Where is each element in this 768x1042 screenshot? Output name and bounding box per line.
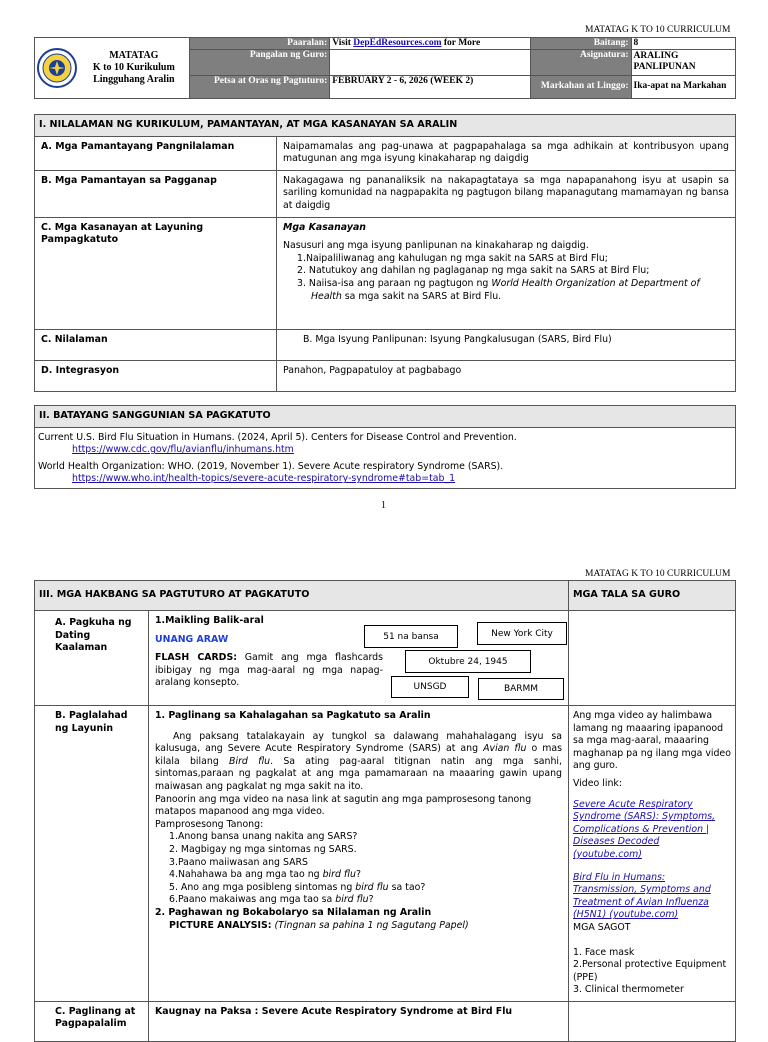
petsa-label: Petsa at Oras ng Pagtuturo: — [189, 75, 330, 98]
section3-c-label: C. Paglinang at Pagpapalalim — [35, 1001, 149, 1041]
b-para: Ang paksang tatalakayain ay tungkol sa dalawang mahahalagang isyu sa kalusuga, ang Severe Acute Respiratory Syndrome (SARS) at ang Avian flu o mas kilala bilang Bird flu. Sa ating pag-aaral titignan natin ang mga sanhi, sintomas,paraan ng pagkalat at ang mga pamamaraan na maaaring gawin upang maiwasan ang pagkalat ng mga sakit na ito. — [155, 730, 562, 792]
markahan-value: Ika-apat na Markahan — [631, 75, 735, 98]
section2-refs — [35, 427, 736, 488]
question-6: 6.Paano makaiwas ang mga tao sa bird flu? — [169, 894, 374, 906]
brand-line-3: Lingguhang Aralin — [93, 74, 175, 85]
curriculum-label: MATATAG K TO 10 CURRICULUM — [585, 25, 731, 35]
section1-c-cell — [277, 217, 736, 329]
asignatura-label: Asignatura: — [531, 50, 631, 75]
section1-d-label: D. Integrasyon — [35, 360, 277, 391]
section3-b-label: B. Paglalahad ng Layunin — [35, 706, 149, 1002]
section1-nilalaman-text: B. Mga Isyung Panlipunan: Isyung Pangkalusugan (SARS, Bird Flu) — [277, 329, 736, 360]
section2-title: II. BATAYANG SANGGUNIAN SA PAGKATUTO — [35, 406, 736, 428]
section1-table — [34, 114, 736, 392]
paaralan-value: Visit DepEdResources.com for More — [330, 38, 531, 50]
guro-value — [330, 50, 531, 75]
answer-1: 1. Face mask — [573, 946, 635, 958]
c-item-3-cont: Health sa mga sakit na SARS at Bird Flu. — [311, 290, 502, 302]
section3-title: III. MGA HAKBANG SA PAGTUTURO AT PAGKATUTO — [35, 581, 569, 611]
asignatura-value: ARALING PANLIPUNAN — [631, 50, 735, 75]
curriculum-label-2: MATATAG K TO 10 CURRICULUM — [585, 569, 731, 579]
deped-seal-icon — [37, 48, 77, 88]
c-intro: Nasusuri ang mga isyung panlipunan na kinakaharap ng daigdig. — [283, 240, 589, 252]
question-3: 3.Paano maiiwasan ang SARS — [169, 856, 308, 868]
answer-3: 3. Clinical thermometer — [573, 984, 684, 996]
section1-b-text: Nakagagawa ng pananaliksik na nakapagtataya sa mga napapanahong isyu at usapin sa sariling komunidad na nagpapakita ng pagtugon bilang mapanagutang mamamayan ng bansa at daigdig — [277, 170, 736, 217]
c-item-3: 3. Naiisa-isa ang paraan ng pagtugon ng World Health Organization at Department of — [297, 277, 700, 289]
question-1: 1.Anong bansa unang nakita ang SARS? — [169, 831, 358, 843]
section3-b-cell — [149, 706, 569, 1002]
section1-b-label: B. Mga Pamantayan sa Pagganap — [35, 170, 277, 217]
section1-a-label: A. Mga Pamantayang Pangnilalaman — [35, 136, 277, 170]
markahan-label: Markahan at Linggo: — [531, 75, 631, 98]
notes-b — [569, 706, 736, 1002]
section2-table — [34, 405, 736, 489]
a-day: UNANG ARAW — [155, 633, 229, 645]
b-picture-analysis: PICTURE ANALYSIS: (Tingnan sa pahina 1 ng Sagutang Papel) — [169, 919, 469, 931]
c-heading: Mga Kasanayan — [283, 221, 366, 233]
notes-b-text: Ang mga video ay halimbawa lamang ng maaaring ipapanood sa mga mag-aaral, maaaring maghanap pa ng ilang mga video ang guro. — [573, 710, 731, 772]
section3-table — [34, 580, 736, 1042]
flashcard-barmm: BARMM — [478, 678, 564, 700]
flashcard-51-na-bansa: 51 na bansa — [364, 625, 458, 648]
section1-nilalaman-label: C. Nilalaman — [35, 329, 277, 360]
guro-label: Pangalan ng Guro: — [189, 50, 330, 75]
question-5: 5. Ano ang mga posibleng sintomas ng bird flu sa tao? — [169, 881, 426, 893]
b-watch: Panoorin ang mga video na nasa link at sagutin ang mga pamprosesong tanong matapos mapanood ang mga video. — [155, 793, 532, 818]
baitang-label: Baitang: — [531, 38, 631, 50]
notes-video-label: Video link: — [573, 777, 622, 789]
section1-d-text: Panahon, Pagpapatuloy at pagbabago — [277, 360, 736, 391]
flashcard-unsgd: UNSGD — [391, 676, 469, 698]
baitang-value: 8 — [631, 38, 735, 50]
video-link-sars[interactable]: Severe Acute Respiratory Syndrome (SARS): Symptoms, Complications & Prevention | Diseases Decoded (youtube.com) — [573, 798, 716, 860]
question-4: 4.Nahahawa ba ang mga tao ng bird flu? — [169, 869, 361, 881]
notes-sagot: MGA SAGOT — [573, 921, 631, 933]
paaralan-label: Paaralan: — [189, 38, 330, 50]
ref-1: Current U.S. Bird Flu Situation in Humans. (2024, April 5). Centers for Disease Control and Prevention. — [38, 431, 517, 443]
b-q-label: Pamprosesong Tanong: — [155, 818, 264, 830]
depedresources-link[interactable]: DepEdResources.com — [353, 38, 442, 49]
notes-c — [569, 1001, 736, 1041]
notes-a — [569, 611, 736, 706]
ref-2: World Health Organization: WHO. (2019, November 1). Severe Acute respiratory Syndrome (SARS). — [38, 460, 504, 472]
flashcard-new-york-city: New York City — [477, 622, 567, 645]
header-brand — [35, 38, 190, 99]
section1-title: I. NILALAMAN NG KURIKULUM, PAMANTAYAN, AT MGA KASANAYAN SA ARALIN — [35, 115, 736, 137]
brand-line-1: MATATAG — [109, 50, 159, 61]
section3-a-label: A. Pagkuha ng Dating Kaalaman — [35, 611, 149, 706]
question-2: 2. Magbigay ng mga sintomas ng SARS. — [169, 843, 357, 855]
ref-1-link[interactable]: https://www.cdc.gov/flu/avianflu/inhumans.htm — [72, 444, 294, 456]
brand-line-2: K to 10 Kurikulum — [92, 62, 175, 73]
b-sub-2: 2. Paghawan ng Bokabolaryo sa Nilalaman ng Aralin — [155, 906, 432, 918]
a-sub: 1.Maikling Balik-aral — [155, 615, 264, 626]
c-item-2: 2. Natutukoy ang dahilan ng paglaganap ng mga sakit na SARS at Bird Flu; — [297, 265, 650, 277]
flashcard-date: Oktubre 24, 1945 — [405, 650, 531, 673]
video-link-bird-flu[interactable]: Bird Flu in Humans: Transmission, Symptoms and Treatment of Avian Influenza (H5N1) (youtube.com) — [573, 871, 711, 921]
notes-title: MGA TALA SA GURO — [569, 581, 736, 611]
ref-2-link[interactable]: https://www.who.int/health-topics/severe-acute-respiratory-syndrome#tab=tab_1 — [72, 473, 456, 485]
answer-2: 2.Personal protective Equipment (PPE) — [573, 959, 727, 983]
petsa-value: FEBRUARY 2 - 6, 2026 (WEEK 2) — [330, 75, 531, 98]
section3-c-text: Kaugnay na Paksa : Severe Acute Respiratory Syndrome at Bird Flu — [149, 1001, 569, 1041]
page-number: 1 — [381, 500, 386, 511]
a-flash: FLASH CARDS: Gamit ang mga flashcards ibibigay ng mga mag-aaral ng mga napag-aralang konsepto. — [155, 652, 383, 689]
header-table — [34, 37, 736, 99]
b-sub: 1. Paglinang sa Kahalagahan sa Pagkatuto sa Aralin — [155, 710, 431, 721]
section1-c-label: C. Mga Kasanayan at Layuning Pampagkatuto — [35, 217, 277, 329]
section1-a-text: Naipamamalas ang pag-unawa at pagpapahalaga sa mga adhikain at kontribusyon upang matugunan ang mga isyung kinakaharap ng daigdig — [277, 136, 736, 170]
c-item-1: 1.Naipaliliwanag ang kahulugan ng mga sakit na SARS at Bird Flu; — [297, 252, 608, 264]
